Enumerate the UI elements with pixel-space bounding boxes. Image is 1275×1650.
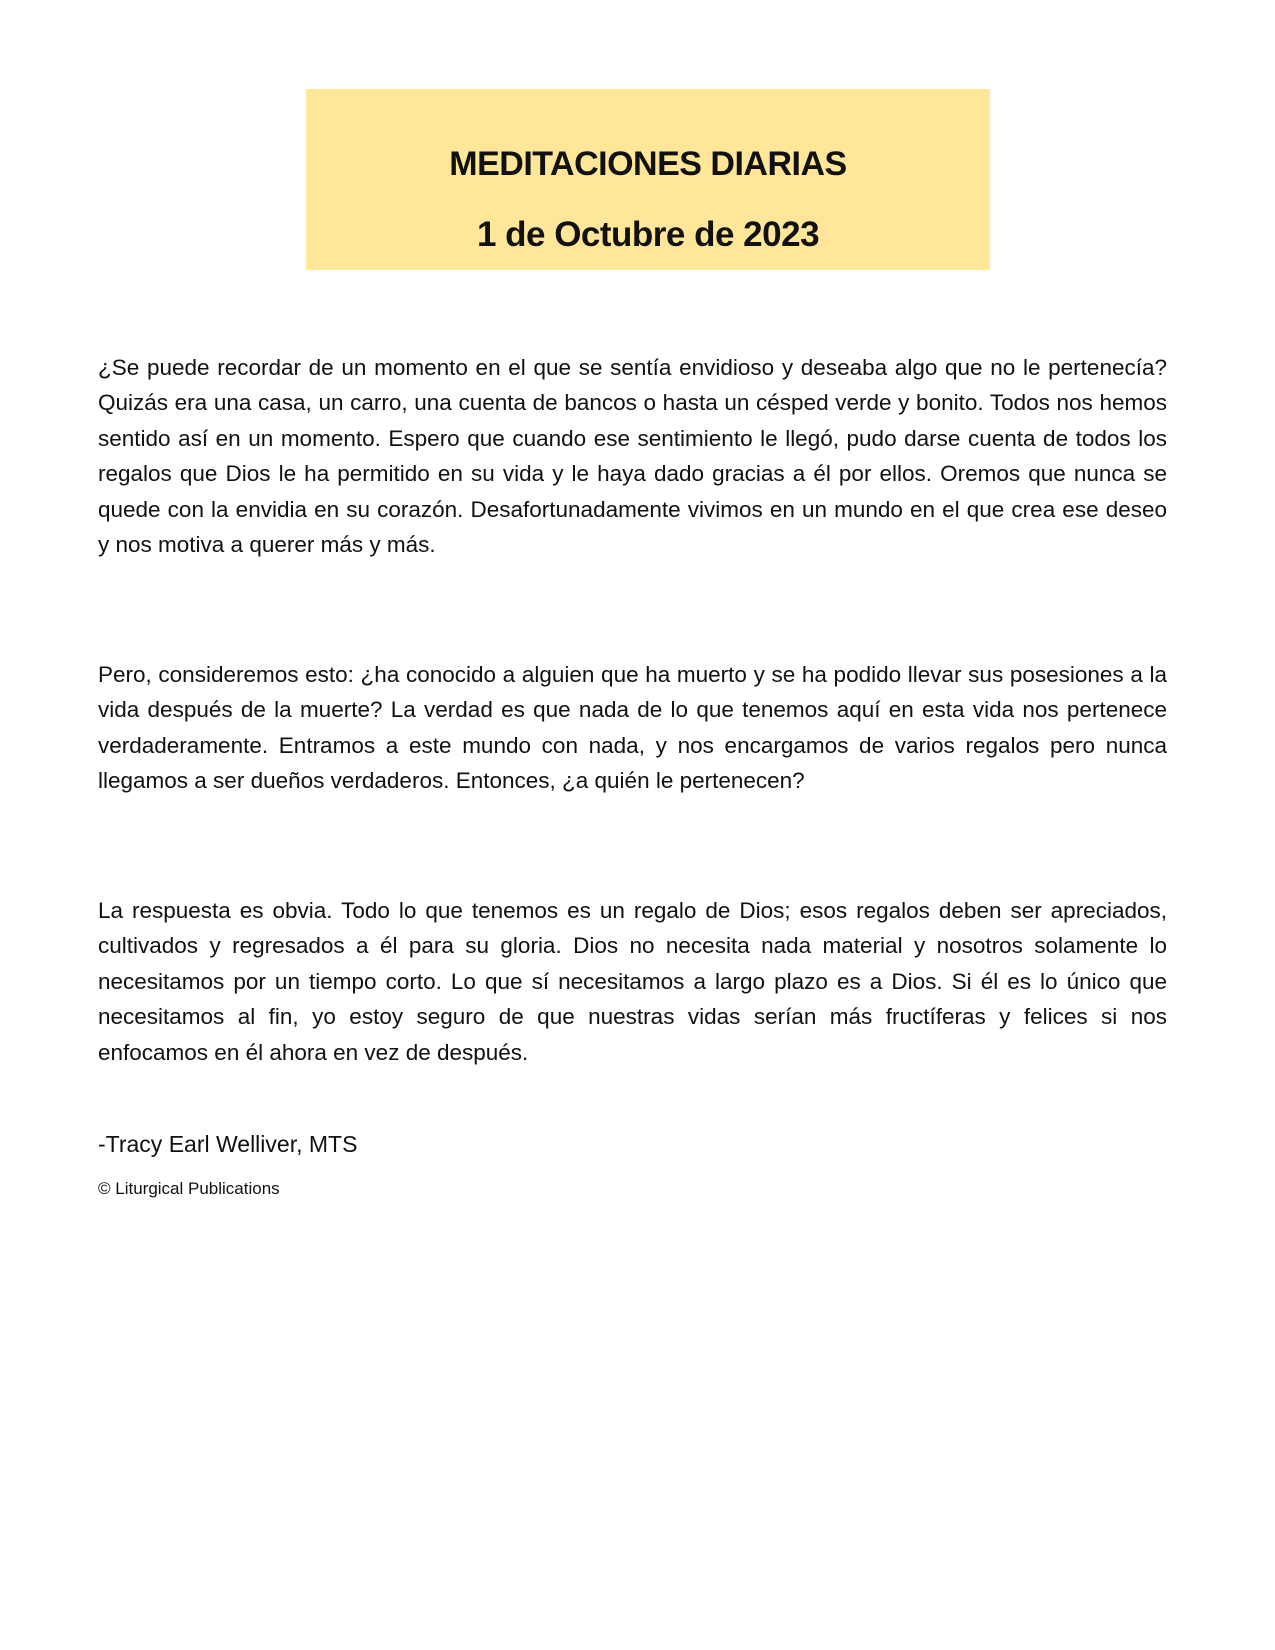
title-banner [306, 89, 990, 270]
paragraph-1: ¿Se puede recordar de un momento en el que se sentía envidioso y deseaba algo que no le pertenecía? Quizás era una casa, un carro, una cuenta de bancos o hasta un césped verde y bonito. Todos nos hemos sentido así en un momento. Espero que cuando ese sentimiento le llegó, pudo darse cuenta de todos los regalos que Dios le ha permitido en su vida y le haya dado gracias a él por ellos. Oremos que nunca se quede con la envidia en su corazón. Desafortunadamente vivimos en un mundo en el que crea ese deseo y nos motiva a querer más y más. [98, 355, 1167, 558]
paragraph-2: Pero, consideremos esto: ¿ha conocido a alguien que ha muerto y se ha podido llevar sus posesiones a la vida después de la muerte? La verdad es que nada de lo que tenemos aquí en esta vida nos pertenece verdaderamente. Entramos a este mundo con nada, y nos encargamos de varios regalos pero nunca llegamos a ser dueños verdaderos. Entonces, ¿a quién le pertenecen? [98, 662, 1167, 794]
page-date: 1 de Octubre de 2023 [476, 215, 820, 254]
copyright-notice: © Liturgical Publications [98, 1179, 280, 1198]
paragraph-3: La respuesta es obvia. Todo lo que tenemos es un regalo de Dios; esos regalos deben ser apreciados, cultivados y regresados a él para su gloria. Dios no necesita nada material y nosotros solamente lo necesitamos por un tiempo corto. Lo que sí necesitamos a largo plazo es a Dios. Si él es lo único que necesitamos al fin, yo estoy seguro de que nuestras vidas serían más fructíferas y felices si nos enfocamos en él ahora en vez de después. [98, 898, 1167, 1065]
page-title: MEDITACIONES DIARIAS [449, 145, 847, 183]
author-signature: -Tracy Earl Welliver, MTS [98, 1131, 358, 1157]
